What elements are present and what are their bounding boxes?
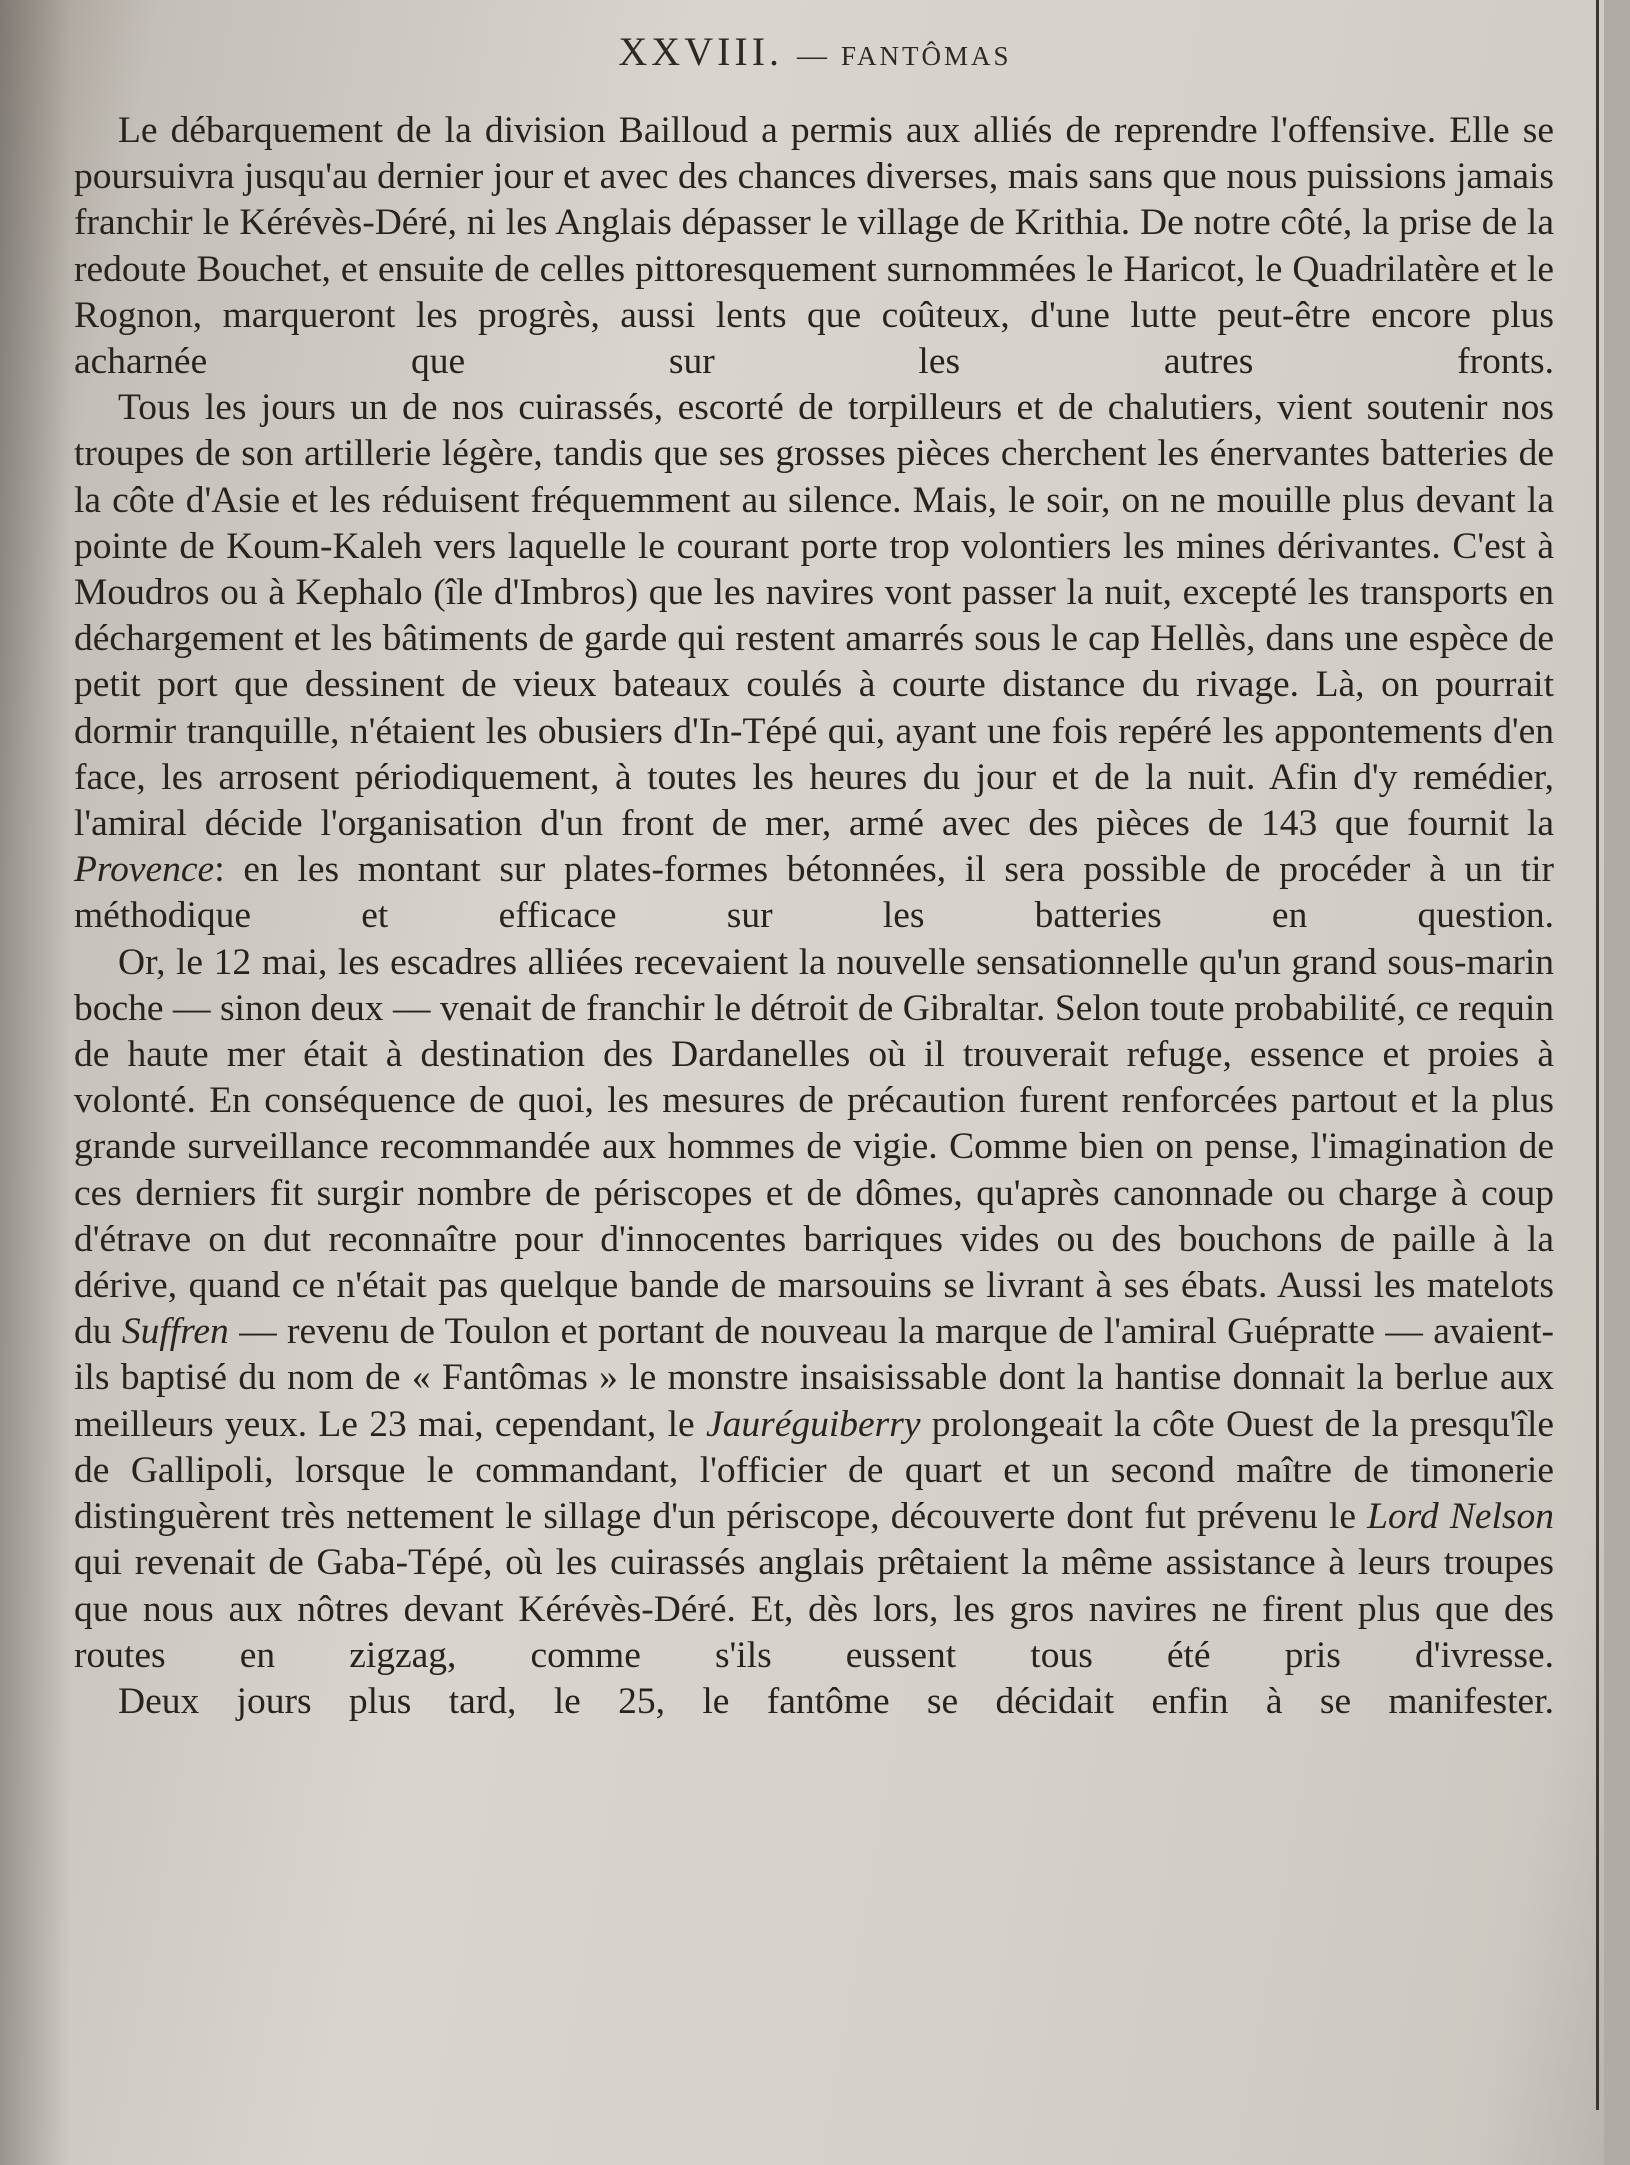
page-shadow <box>0 0 70 2165</box>
paragraph-2-text-b: : en les montant sur plates-formes bétonnées, il sera possible de procéder à un tir méthodique et efficace sur les batteries en question. <box>74 849 1554 937</box>
paragraph-3-text-a: Or, le 12 mai, les escadres alliées recevaient la nouvelle sensationnelle qu'un grand sous-marin boche — sinon deux — venait de franchir le détroit de Gibraltar. Selon toute probabilité, ce requin de haute mer était à destination des Dardanelles où il trouverait refuge, essence et proies à volonté. En conséquence de quoi, les mesures de précaution furent renforcées partout et la plus grande surveillance recommandée aux hommes de vigie. Comme bien on pense, l'imagination de ces derniers fit surgir nombre de périscopes et de dômes, qu'après canonnade ou charge à coup d'étrave on dut reconnaître pour d'innocentes barriques vides ou des bouchons de paille à la dérive, quand ce n'était pas quelque bande de marsouins se livrant à ses ébats. Aussi les matelots du <box>74 941 1554 1353</box>
ship-name-jaureguiberry: Jauréguiberry <box>705 1403 921 1445</box>
paragraph-2-text-a: Tous les jours un de nos cuirassés, escorté de torpilleurs et de chalutiers, vient soutenir nos troupes de son artillerie légère, tandis que ses grosses pièces cherchent les énervantes batteries de la côte d'Asie et les réduisent fréquemment au silence. Mais, le soir, on ne mouille plus devant la pointe de Koum-Kaleh vers laquelle le courant porte trop volontiers les mines dérivantes. C'est à Moudros ou à Kephalo (île d'Imbros) que les navires vont passer la nuit, excepté les transports en déchargement et les bâtiments de garde qui restent amarrés sous le cap Hellès, dans une espèce de petit port que dessinent de vieux bateaux coulés à courte distance du rivage. Là, on pourrait dormir tranquille, n'étaient les obusiers d'In-Tépé qui, ayant une fois repéré les appontements d'en face, les arrosent périodiquement, à toutes les heures du jour et de la nuit. Afin d'y remédier, l'amiral décide l'organisation d'un front de mer, armé avec des pièces de 143 que fournit la <box>74 387 1554 845</box>
ship-name-lord-nelson: Lord Nelson <box>1367 1496 1554 1538</box>
paragraph-1 <box>74 108 1554 385</box>
ship-name-suffren: Suffren <box>121 1311 229 1353</box>
ship-name-provence: Provence <box>74 849 215 891</box>
header-separator: — <box>797 39 828 72</box>
paragraph-4 <box>74 1679 1554 1725</box>
paragraph-1-text: Le débarquement de la division Bailloud a permis aux alliés de reprendre l'offensive. Elle se poursuivra jusqu'au dernier jour et avec des chances diverses, mais sans que nous puissions jamais franchir le Kérévès-Déré, ni les Anglais dépasser le village de Krithia. De notre côté, la prise de la redoute Bouchet, et ensuite de celles pittoresquement surnommées le Haricot, le Quadrilatère et le Rognon, marqueront les progrès, aussi lents que coûteux, d'une lutte peut-être encore plus acharnée que sur les autres fronts. <box>74 110 1554 383</box>
paragraph-3-text-d: qui revenait de Gaba-Tépé, où les cuirassés anglais prêtaient la même assistance à leurs troupes que nous aux nôtres devant Kérévès-Déré. Et, dès lors, les gros navires ne firent plus que des routes en zigzag, comme s'ils eussent tous été pris d'ivresse. <box>74 1542 1554 1676</box>
chapter-title: FANTÔMAS <box>841 41 1012 71</box>
running-header <box>0 28 1630 75</box>
page-edge <box>1604 0 1630 2165</box>
paragraph-2 <box>74 385 1554 939</box>
paragraph-4-text: Deux jours plus tard, le 25, le fantôme se décidait enfin à se manifester. <box>118 1680 1554 1722</box>
chapter-number: XXVIII. <box>618 29 784 74</box>
body-text <box>74 108 1554 1725</box>
paragraph-3 <box>74 940 1554 1679</box>
paragraph-3-text-c: prolongeait la côte Ouest de la presqu'île de Gallipoli, lorsque le commandant, l'officier de quart et un second maître de timonerie distinguèrent très nettement le sillage d'un périscope, découverte dont fut prévenu le <box>74 1403 1555 1538</box>
page-edge-line <box>1596 0 1599 2110</box>
paragraph-3-text-b: — revenu de Toulon et portant de nouveau la marque de l'amiral Guépratte — avaient-ils baptisé du nom de « Fantômas » le monstre insaisissable dont la hantise donnait la berlue aux meilleurs yeux. Le 23 mai, cependant, le <box>74 1311 1555 1445</box>
